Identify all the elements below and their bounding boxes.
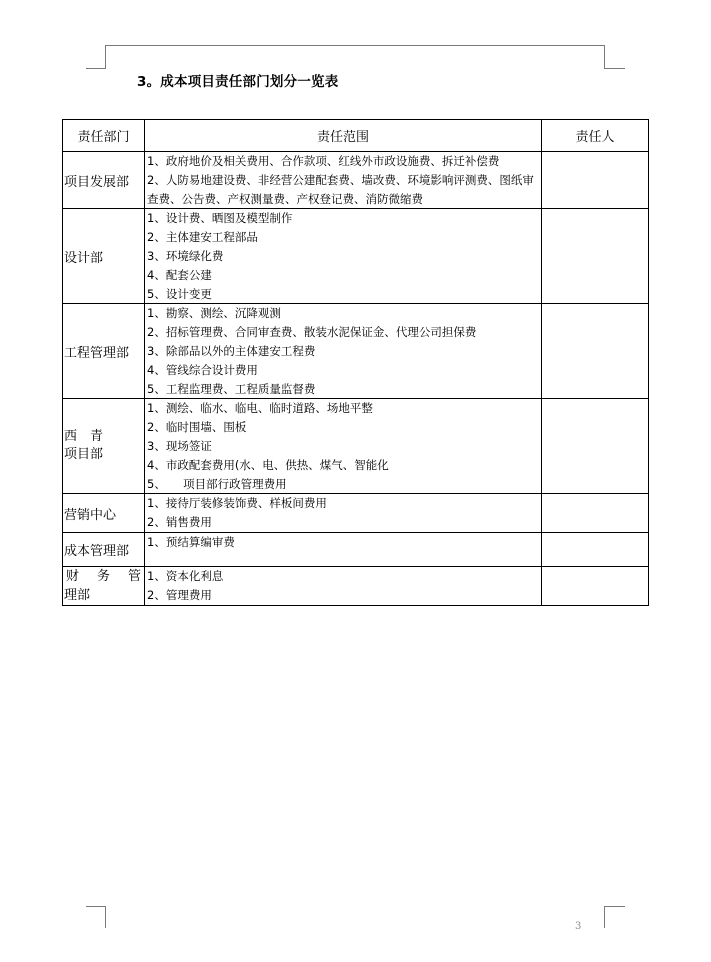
- scope-item: 2、管理费用: [147, 587, 212, 602]
- document-title: 3。成本项目责任部门划分一览表: [137, 74, 339, 90]
- table-row: [63, 304, 649, 399]
- scope-cell: [145, 304, 542, 399]
- header-scope: 责任范围: [145, 120, 542, 152]
- dept-line: 财 务 管: [66, 568, 141, 584]
- owner-cell[interactable]: [542, 532, 649, 566]
- scope-item: 2、销售费用: [147, 515, 212, 530]
- scope-item: 2、招标管理费、合同审查费、散装水泥保证金、代理公司担保费: [147, 325, 477, 340]
- header-rule: [106, 45, 604, 46]
- crop-mark-bottom-left-v: [105, 906, 106, 928]
- dept-cell: 项目发展部: [63, 152, 145, 209]
- table-header-row: [63, 120, 649, 152]
- header-dept: 责任部门: [63, 120, 145, 152]
- dept-cell: 设计部: [63, 209, 145, 304]
- page-number: 3: [575, 921, 582, 932]
- dept-line: 理部: [64, 587, 91, 603]
- scope-cell: [145, 209, 542, 304]
- crop-mark-bottom-right-h: [604, 906, 625, 907]
- dept-line: 项目部: [64, 447, 104, 463]
- scope-item: 2、主体建安工程部品: [147, 230, 258, 245]
- dept-cell: 营销中心: [63, 494, 145, 533]
- table-row: [63, 152, 649, 209]
- scope-cell: [145, 494, 542, 533]
- scope-item: 4、市政配套费用(水、电、供热、煤气、智能化: [147, 457, 389, 472]
- scope-item: 2、临时围墙、围板: [147, 420, 247, 435]
- scope-item: 3、环境绿化费: [147, 248, 224, 263]
- dept-line: 西 青: [64, 429, 104, 445]
- crop-mark-top-right-h: [604, 68, 625, 69]
- scope-item: 1、接待厅装修装饰费、样板间费用: [147, 496, 327, 511]
- owner-cell[interactable]: [542, 304, 649, 399]
- scope-item: 5、设计变更: [147, 286, 212, 301]
- scope-item: 1、测绘、临水、临电、临时道路、场地平整: [147, 401, 373, 416]
- scope-item: 4、管线综合设计费用: [147, 362, 258, 377]
- scope-item: 3、除部品以外的主体建安工程费: [147, 343, 316, 358]
- responsibility-table: [62, 119, 649, 606]
- table-row: [63, 532, 649, 566]
- dept-cell: 工程管理部: [63, 304, 145, 399]
- scope-cell: [145, 399, 542, 494]
- table-row: [63, 399, 649, 494]
- table-row: [63, 494, 649, 533]
- scope-item: 4、配套公建: [147, 267, 212, 282]
- scope-item: 1、预结算编审费: [147, 534, 235, 549]
- scope-item: 1、勘察、测绘、沉降观测: [147, 306, 281, 321]
- scope-item: 1、设计费、晒图及模型制作: [147, 211, 293, 226]
- scope-item: 5、 项目部行政管理费用: [147, 476, 287, 491]
- scope-item: 1、政府地价及相关费用、合作款项、红线外市政设施费、拆迁补偿费: [147, 154, 500, 168]
- scope-cell: [145, 152, 542, 209]
- crop-mark-bottom-left-h: [86, 906, 106, 907]
- owner-cell[interactable]: [542, 399, 649, 494]
- scope-item: 5、工程监理费、工程质量监督费: [147, 381, 316, 396]
- scope-item: 3、现场签证: [147, 438, 212, 453]
- crop-mark-top-left-v: [105, 45, 106, 69]
- scope-cell: [145, 566, 542, 605]
- header-owner: 责任人: [542, 120, 649, 152]
- owner-cell[interactable]: [542, 152, 649, 209]
- scope-cell: [145, 532, 542, 566]
- dept-cell: [63, 399, 145, 494]
- owner-cell[interactable]: [542, 209, 649, 304]
- crop-mark-bottom-right-v: [604, 906, 605, 928]
- owner-cell[interactable]: [542, 566, 649, 605]
- scope-item: 2、人防易地建设费、非经营公建配套费、墙改费、环境影响评测费、图纸审查费、公告费、产权测量费、产权登记费、消防微缩费: [147, 172, 534, 206]
- dept-cell: 成本管理部: [63, 532, 145, 566]
- table-row: [63, 209, 649, 304]
- dept-cell: [63, 566, 145, 605]
- crop-mark-top-right-v: [604, 45, 605, 69]
- crop-mark-top-left-h: [86, 68, 106, 69]
- table-row: [63, 566, 649, 605]
- scope-item: 1、资本化利息: [147, 568, 224, 583]
- owner-cell[interactable]: [542, 494, 649, 533]
